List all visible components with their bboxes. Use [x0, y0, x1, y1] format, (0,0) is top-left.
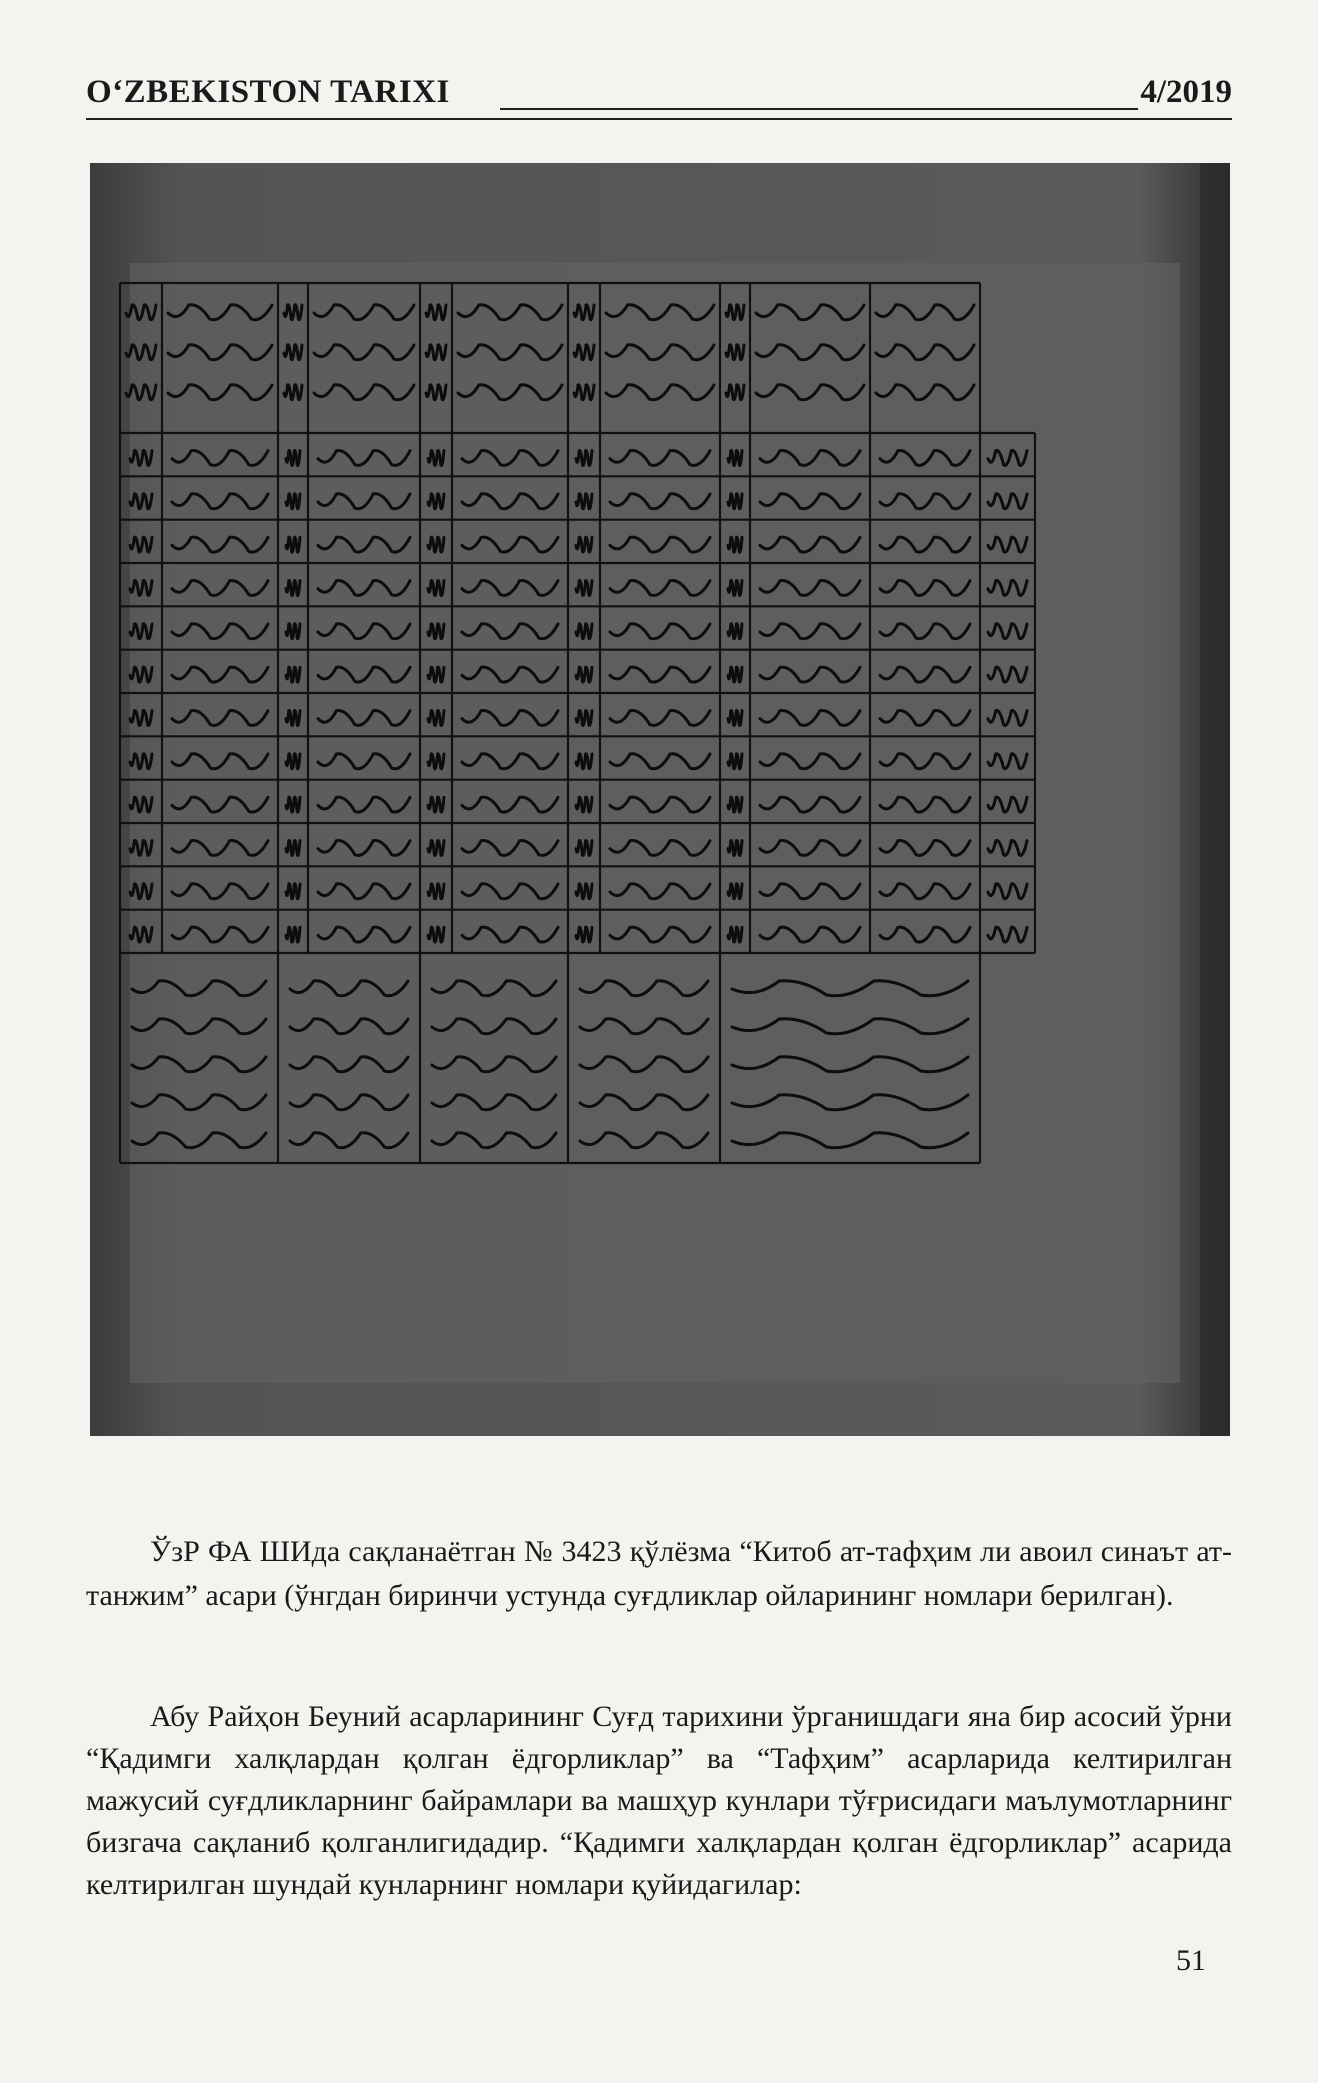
figure-caption — [86, 1530, 1232, 1618]
manuscript-table-illustration — [90, 163, 1230, 1436]
body-paragraph — [86, 1696, 1232, 1906]
header-rule — [86, 118, 1232, 120]
issue-number: 4/2019 — [1140, 74, 1232, 110]
caption-text: ЎзР ФА ШИда сақланаётган № 3423 қўлёзма “Китоб ат-тафҳим ли авоил синаът ат-танжим” асари (ўнгдан биринчи устунда суғдликлар ойларининг номлари берилган). — [86, 1535, 1232, 1612]
manuscript-photo — [90, 163, 1230, 1436]
journal-title: O‘ZBEKISTON TARIXI — [86, 74, 450, 110]
running-head — [86, 70, 1232, 118]
header-underline — [500, 108, 1138, 110]
page-number: 51 — [1176, 1944, 1206, 1977]
paragraph-text: Абу Райҳон Беуний асарларининг Суғд тарихини ўрганишдаги яна бир асосий ўрни “Қадимги халқлардан қолган ёдгорликлар” ва “Тафҳим” асарларида келтирилган мажусий суғдликларнинг байрамлари ва машҳур кунлари тўғрисидаги маълумотларнинг бизгача сақланиб қолганлигидадир. “Қадимги халқлардан қолган ёдгорликлар” асарида келтирилган шундай кунларнинг номлари қуйидагилар: — [86, 1700, 1232, 1901]
